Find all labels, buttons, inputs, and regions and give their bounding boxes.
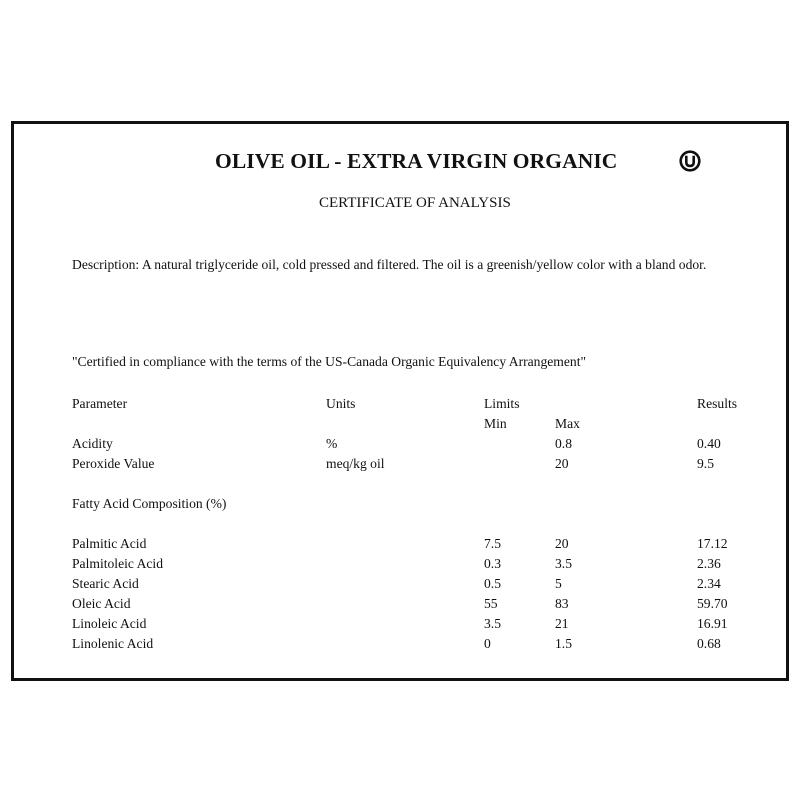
row-parameter: Palmitic Acid <box>72 536 147 551</box>
row-max: 3.5 <box>555 556 572 571</box>
row-result: 9.5 <box>697 456 714 471</box>
row-min: 0.5 <box>484 576 501 591</box>
product-description: Description: A natural triglyceride oil, cold pressed and filtered. The oil is a greenish/yellow color with a bland odor. <box>72 257 707 272</box>
row-parameter: Linolenic Acid <box>72 636 154 651</box>
header-results: Results <box>697 396 738 411</box>
row-parameter: Palmitoleic Acid <box>72 556 163 571</box>
row-parameter: Peroxide Value <box>72 456 155 471</box>
row-units: % <box>326 436 338 451</box>
document-title: OLIVE OIL - EXTRA VIRGIN ORGANIC <box>215 149 618 173</box>
row-max: 5 <box>555 576 562 591</box>
row-max: 20 <box>555 536 569 551</box>
row-parameter: Linoleic Acid <box>72 616 147 631</box>
row-parameter: Stearic Acid <box>72 576 139 591</box>
header-max: Max <box>555 416 580 431</box>
document-subtitle: CERTIFICATE OF ANALYSIS <box>319 195 511 211</box>
header-parameter: Parameter <box>72 396 128 411</box>
row-parameter: Oleic Acid <box>72 596 131 611</box>
row-min: 55 <box>484 596 498 611</box>
row-units: meq/kg oil <box>326 456 385 471</box>
row-min: 7.5 <box>484 536 501 551</box>
row-max: 1.5 <box>555 636 572 651</box>
row-max: 0.8 <box>555 436 572 451</box>
row-max: 20 <box>555 456 569 471</box>
row-min: 0.3 <box>484 556 501 571</box>
row-min: 0 <box>484 636 491 651</box>
row-result: 0.68 <box>697 636 721 651</box>
row-result: 17.12 <box>697 536 728 551</box>
header-limits: Limits <box>484 396 520 411</box>
row-max: 21 <box>555 616 569 631</box>
certificate-document <box>11 121 789 681</box>
row-result: 0.40 <box>697 436 721 451</box>
row-result: 2.34 <box>697 576 721 591</box>
fatty-acid-heading: Fatty Acid Composition (%) <box>72 496 227 511</box>
row-min: 3.5 <box>484 616 501 631</box>
row-result: 2.36 <box>697 556 721 571</box>
ou-kosher-icon <box>679 150 701 172</box>
header-min: Min <box>484 416 507 431</box>
row-max: 83 <box>555 596 569 611</box>
row-result: 16.91 <box>697 616 728 631</box>
row-parameter: Acidity <box>72 436 113 451</box>
certification-statement: "Certified in compliance with the terms of the US-Canada Organic Equivalency Arrangement" <box>72 354 587 369</box>
header-units: Units <box>326 396 356 411</box>
row-result: 59.70 <box>697 596 728 611</box>
